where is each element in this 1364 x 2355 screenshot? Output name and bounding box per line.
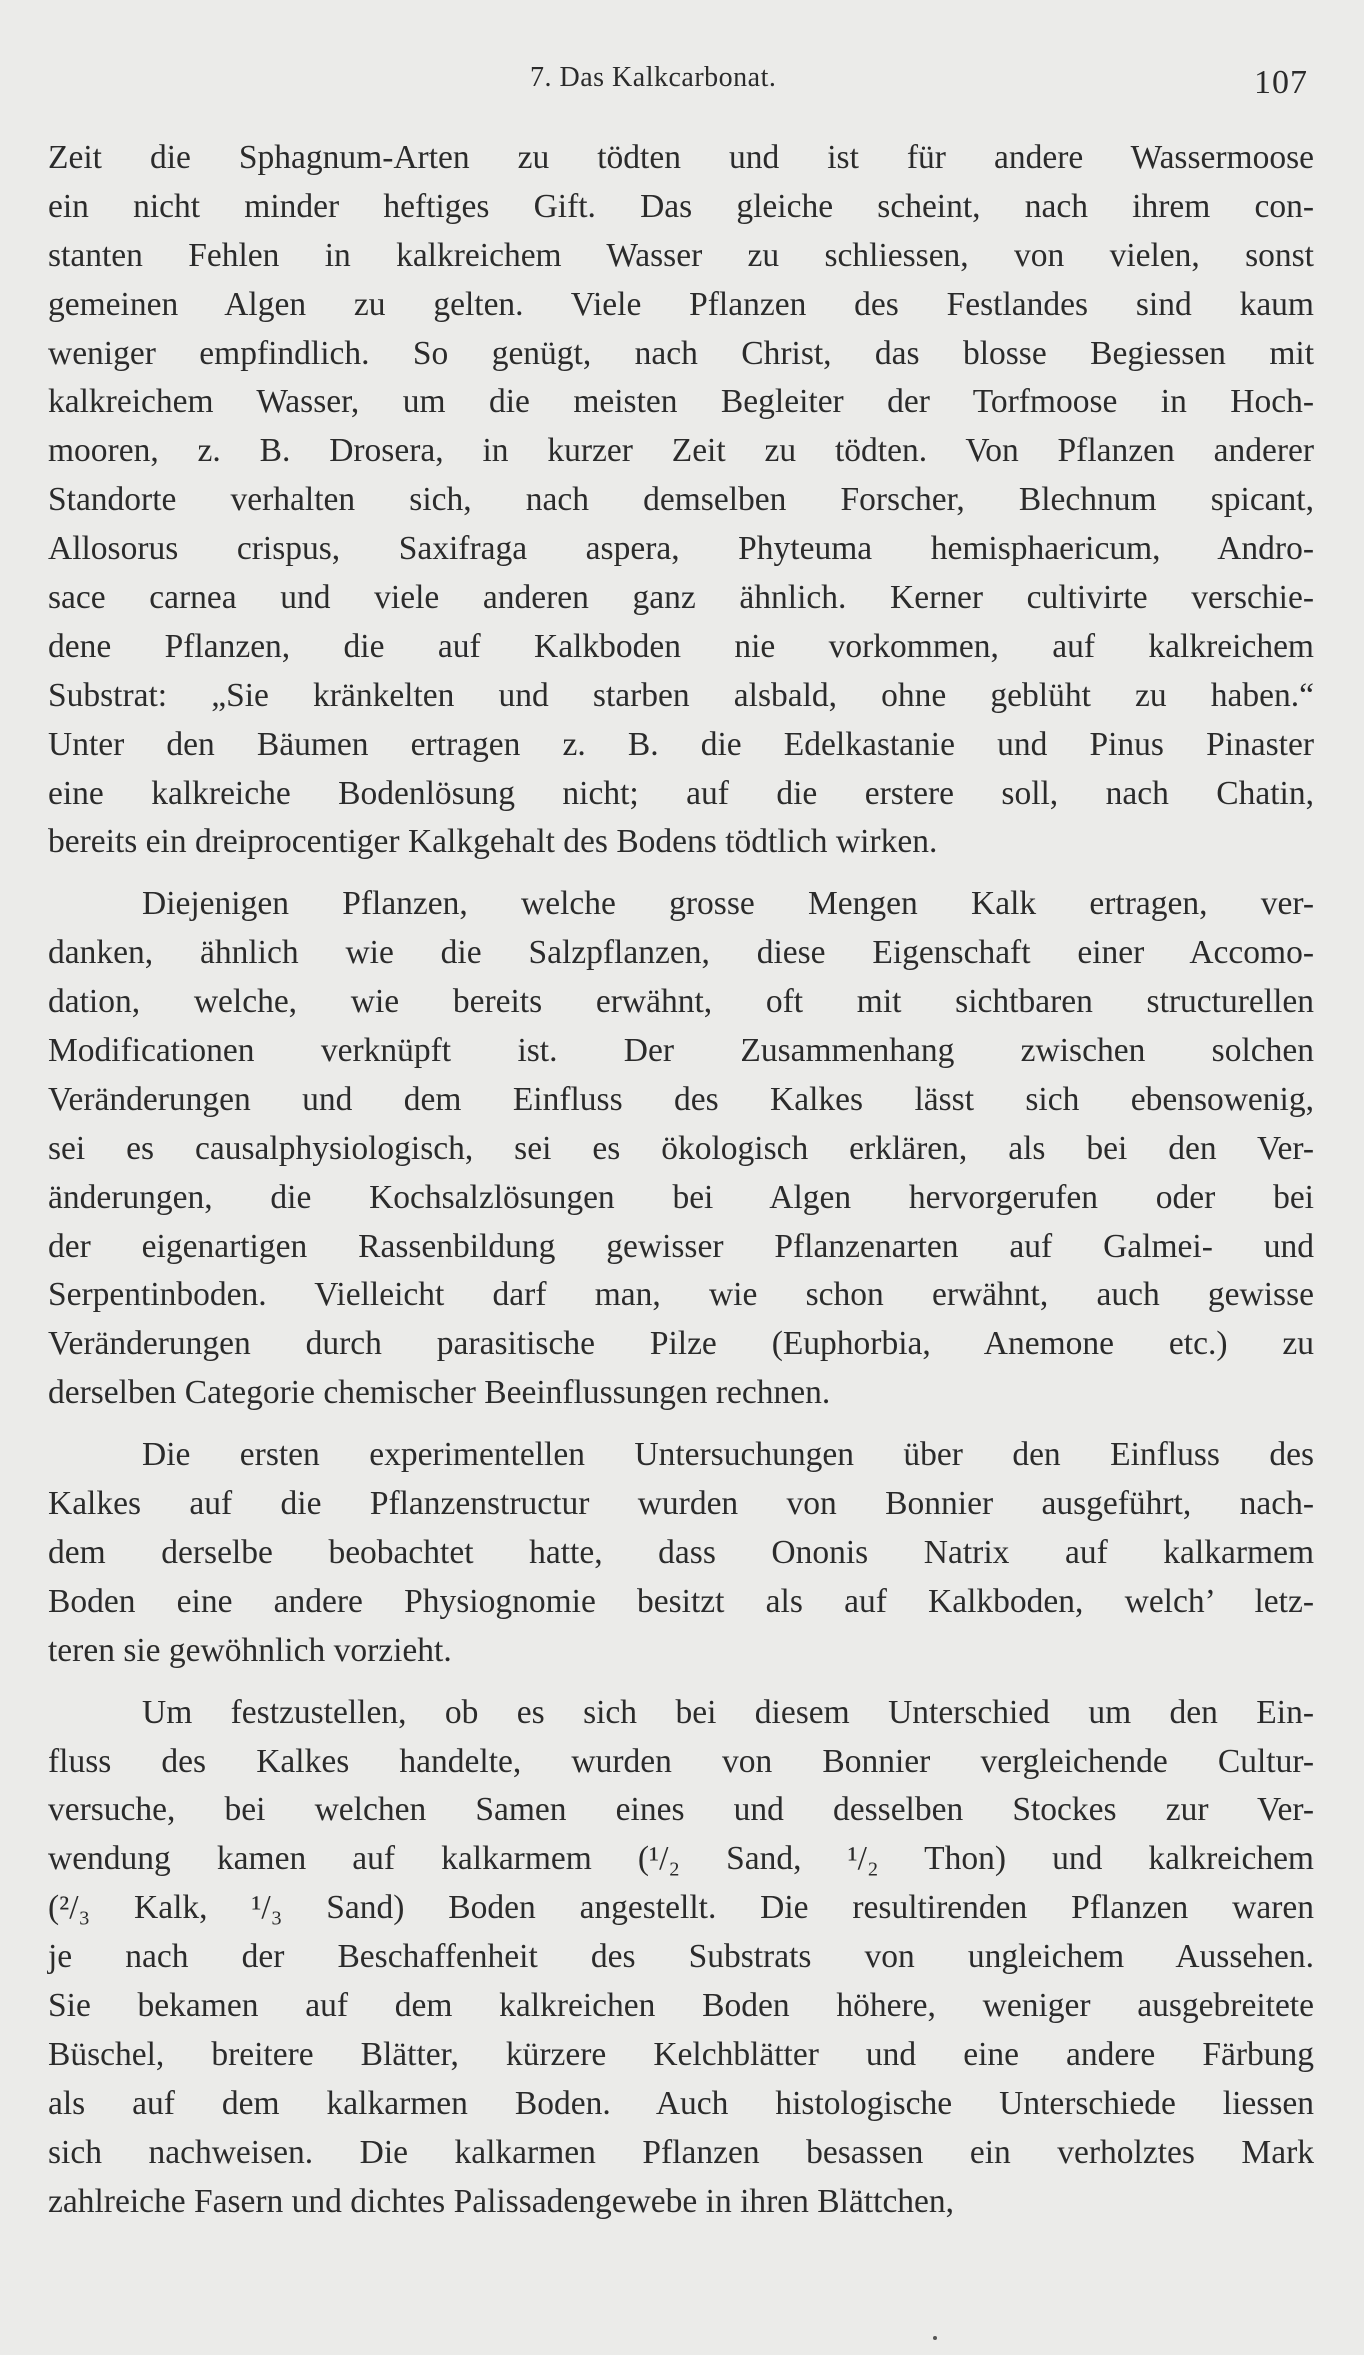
text-line: zahlreiche Fasern und dichtes Palissadengewebe in ihren Blättchen, xyxy=(48,2182,955,2220)
paragraph-2 xyxy=(48,880,1314,1418)
text-line: Substrat: „Sie kränkelten und starben alsbald, ohne geblüht zu haben.“ xyxy=(48,676,1314,714)
text-line: bereits ein dreiprocentiger Kalkgehalt des Bodens tödtlich wirken. xyxy=(48,823,938,861)
text-line: teren sie gewöhnlich vorzieht. xyxy=(48,1631,452,1669)
text-line: Diejenigen Pflanzen, welche grosse Mengen Kalk ertragen, ver- xyxy=(142,885,1314,923)
text-line: danken, ähnlich wie die Salzpflanzen, diese Eigenschaft einer Accomo- xyxy=(48,934,1314,972)
text-line: Veränderungen durch parasitische Pilze (Euphorbia, Anemone etc.) zu xyxy=(48,1325,1314,1363)
text-line: Sie bekamen auf dem kalkreichen Boden höhere, weniger ausgebreitete xyxy=(48,1986,1314,2024)
text-line: dene Pflanzen, die auf Kalkboden nie vorkommen, auf kalkreichem xyxy=(48,627,1314,665)
text-line: dem derselbe beobachtet hatte, dass Ononis Natrix auf kalkarmem xyxy=(48,1533,1314,1571)
text-line: Um festzustellen, ob es sich bei diesem Unterschied um den Ein- xyxy=(142,1693,1314,1731)
text-line: Kalkes auf die Pflanzenstructur wurden von Bonnier ausgeführt, nach- xyxy=(48,1485,1314,1523)
running-head xyxy=(0,56,1364,106)
text-line: sei es causalphysiologisch, sei es ökologisch erklären, als bei den Ver- xyxy=(48,1129,1314,1167)
text-line: Allosorus crispus, Saxifraga aspera, Phyteuma hemisphaericum, Andro- xyxy=(48,530,1314,568)
text-line: (²/₃ Kalk, ¹/₃ Sand) Boden angestellt. Die resultirenden Pflanzen waren xyxy=(48,1889,1314,1927)
paragraph-3 xyxy=(48,1431,1314,1675)
body-text xyxy=(48,134,1314,2226)
text-line: mooren, z. B. Drosera, in kurzer Zeit zu tödten. Von Pflanzen anderer xyxy=(48,432,1314,470)
text-line: fluss des Kalkes handelte, wurden von Bonnier vergleichende Cultur- xyxy=(48,1742,1314,1780)
page-number: 107 xyxy=(1254,64,1308,101)
text-line: weniger empfindlich. So genügt, nach Christ, das blosse Begiessen mit xyxy=(48,334,1314,372)
text-line: Büschel, breitere Blätter, kürzere Kelchblätter und eine andere Färbung xyxy=(48,2035,1314,2073)
text-line: gemeinen Algen zu gelten. Viele Pflanzen des Festlandes sind kaum xyxy=(48,285,1314,323)
paragraph-4 xyxy=(48,1689,1314,2227)
text-line: eine kalkreiche Bodenlösung nicht; auf die erstere soll, nach Chatin, xyxy=(48,774,1314,812)
text-line: Standorte verhalten sich, nach demselben Forscher, Blechnum spicant, xyxy=(48,481,1314,519)
text-line: als auf dem kalkarmen Boden. Auch histologische Unterschiede liessen xyxy=(48,2084,1314,2122)
text-line: Zeit die Sphagnum-Arten zu tödten und ist für andere Wassermoose xyxy=(48,139,1314,176)
text-line: Modificationen verknüpft ist. Der Zusammenhang zwischen solchen xyxy=(48,1032,1314,1070)
text-line: Veränderungen und dem Einfluss des Kalkes lässt sich ebensowenig, xyxy=(48,1080,1314,1118)
text-line: sace carnea und viele anderen ganz ähnlich. Kerner cultivirte verschie- xyxy=(48,579,1314,617)
text-line: Unter den Bäumen ertragen z. B. die Edelkastanie und Pinus Pinaster xyxy=(48,725,1314,763)
text-line: änderungen, die Kochsalzlösungen bei Algen hervorgerufen oder bei xyxy=(48,1178,1314,1216)
text-line: Die ersten experimentellen Untersuchungen über den Einfluss des xyxy=(142,1436,1314,1474)
text-line: ein nicht minder heftiges Gift. Das gleiche scheint, nach ihrem con- xyxy=(48,187,1314,225)
text-line: Boden eine andere Physiognomie besitzt als auf Kalkboden, welch’ letz- xyxy=(48,1582,1314,1620)
paragraph-1 xyxy=(48,134,1314,867)
text-line: je nach der Beschaffenheit des Substrats von ungleichem Aussehen. xyxy=(48,1938,1314,1976)
text-line: dation, welche, wie bereits erwähnt, oft mit sichtbaren structurellen xyxy=(48,983,1314,1021)
text-line: derselben Categorie chemischer Beeinflussungen rechnen. xyxy=(48,1374,831,1412)
text-line: sich nachweisen. Die kalkarmen Pflanzen besassen ein verholztes Mark xyxy=(48,2133,1314,2171)
text-line: versuche, bei welchen Samen eines und desselben Stockes zur Ver- xyxy=(48,1791,1314,1829)
text-line: der eigenartigen Rassenbildung gewisser Pflanzenarten auf Galmei- und xyxy=(48,1227,1314,1265)
print-speck xyxy=(933,2336,937,2340)
running-title: 7. Das Kalkcarbonat. xyxy=(530,62,777,93)
text-line: wendung kamen auf kalkarmem (¹/₂ Sand, ¹/₂ Thon) und kalkreichem xyxy=(48,1840,1314,1878)
text-line: Serpentinboden. Vielleicht darf man, wie schon erwähnt, auch gewisse xyxy=(48,1276,1314,1314)
text-line: kalkreichem Wasser, um die meisten Begleiter der Torfmoose in Hoch- xyxy=(48,383,1314,421)
text-line: stanten Fehlen in kalkreichem Wasser zu schliessen, von vielen, sonst xyxy=(48,236,1314,274)
